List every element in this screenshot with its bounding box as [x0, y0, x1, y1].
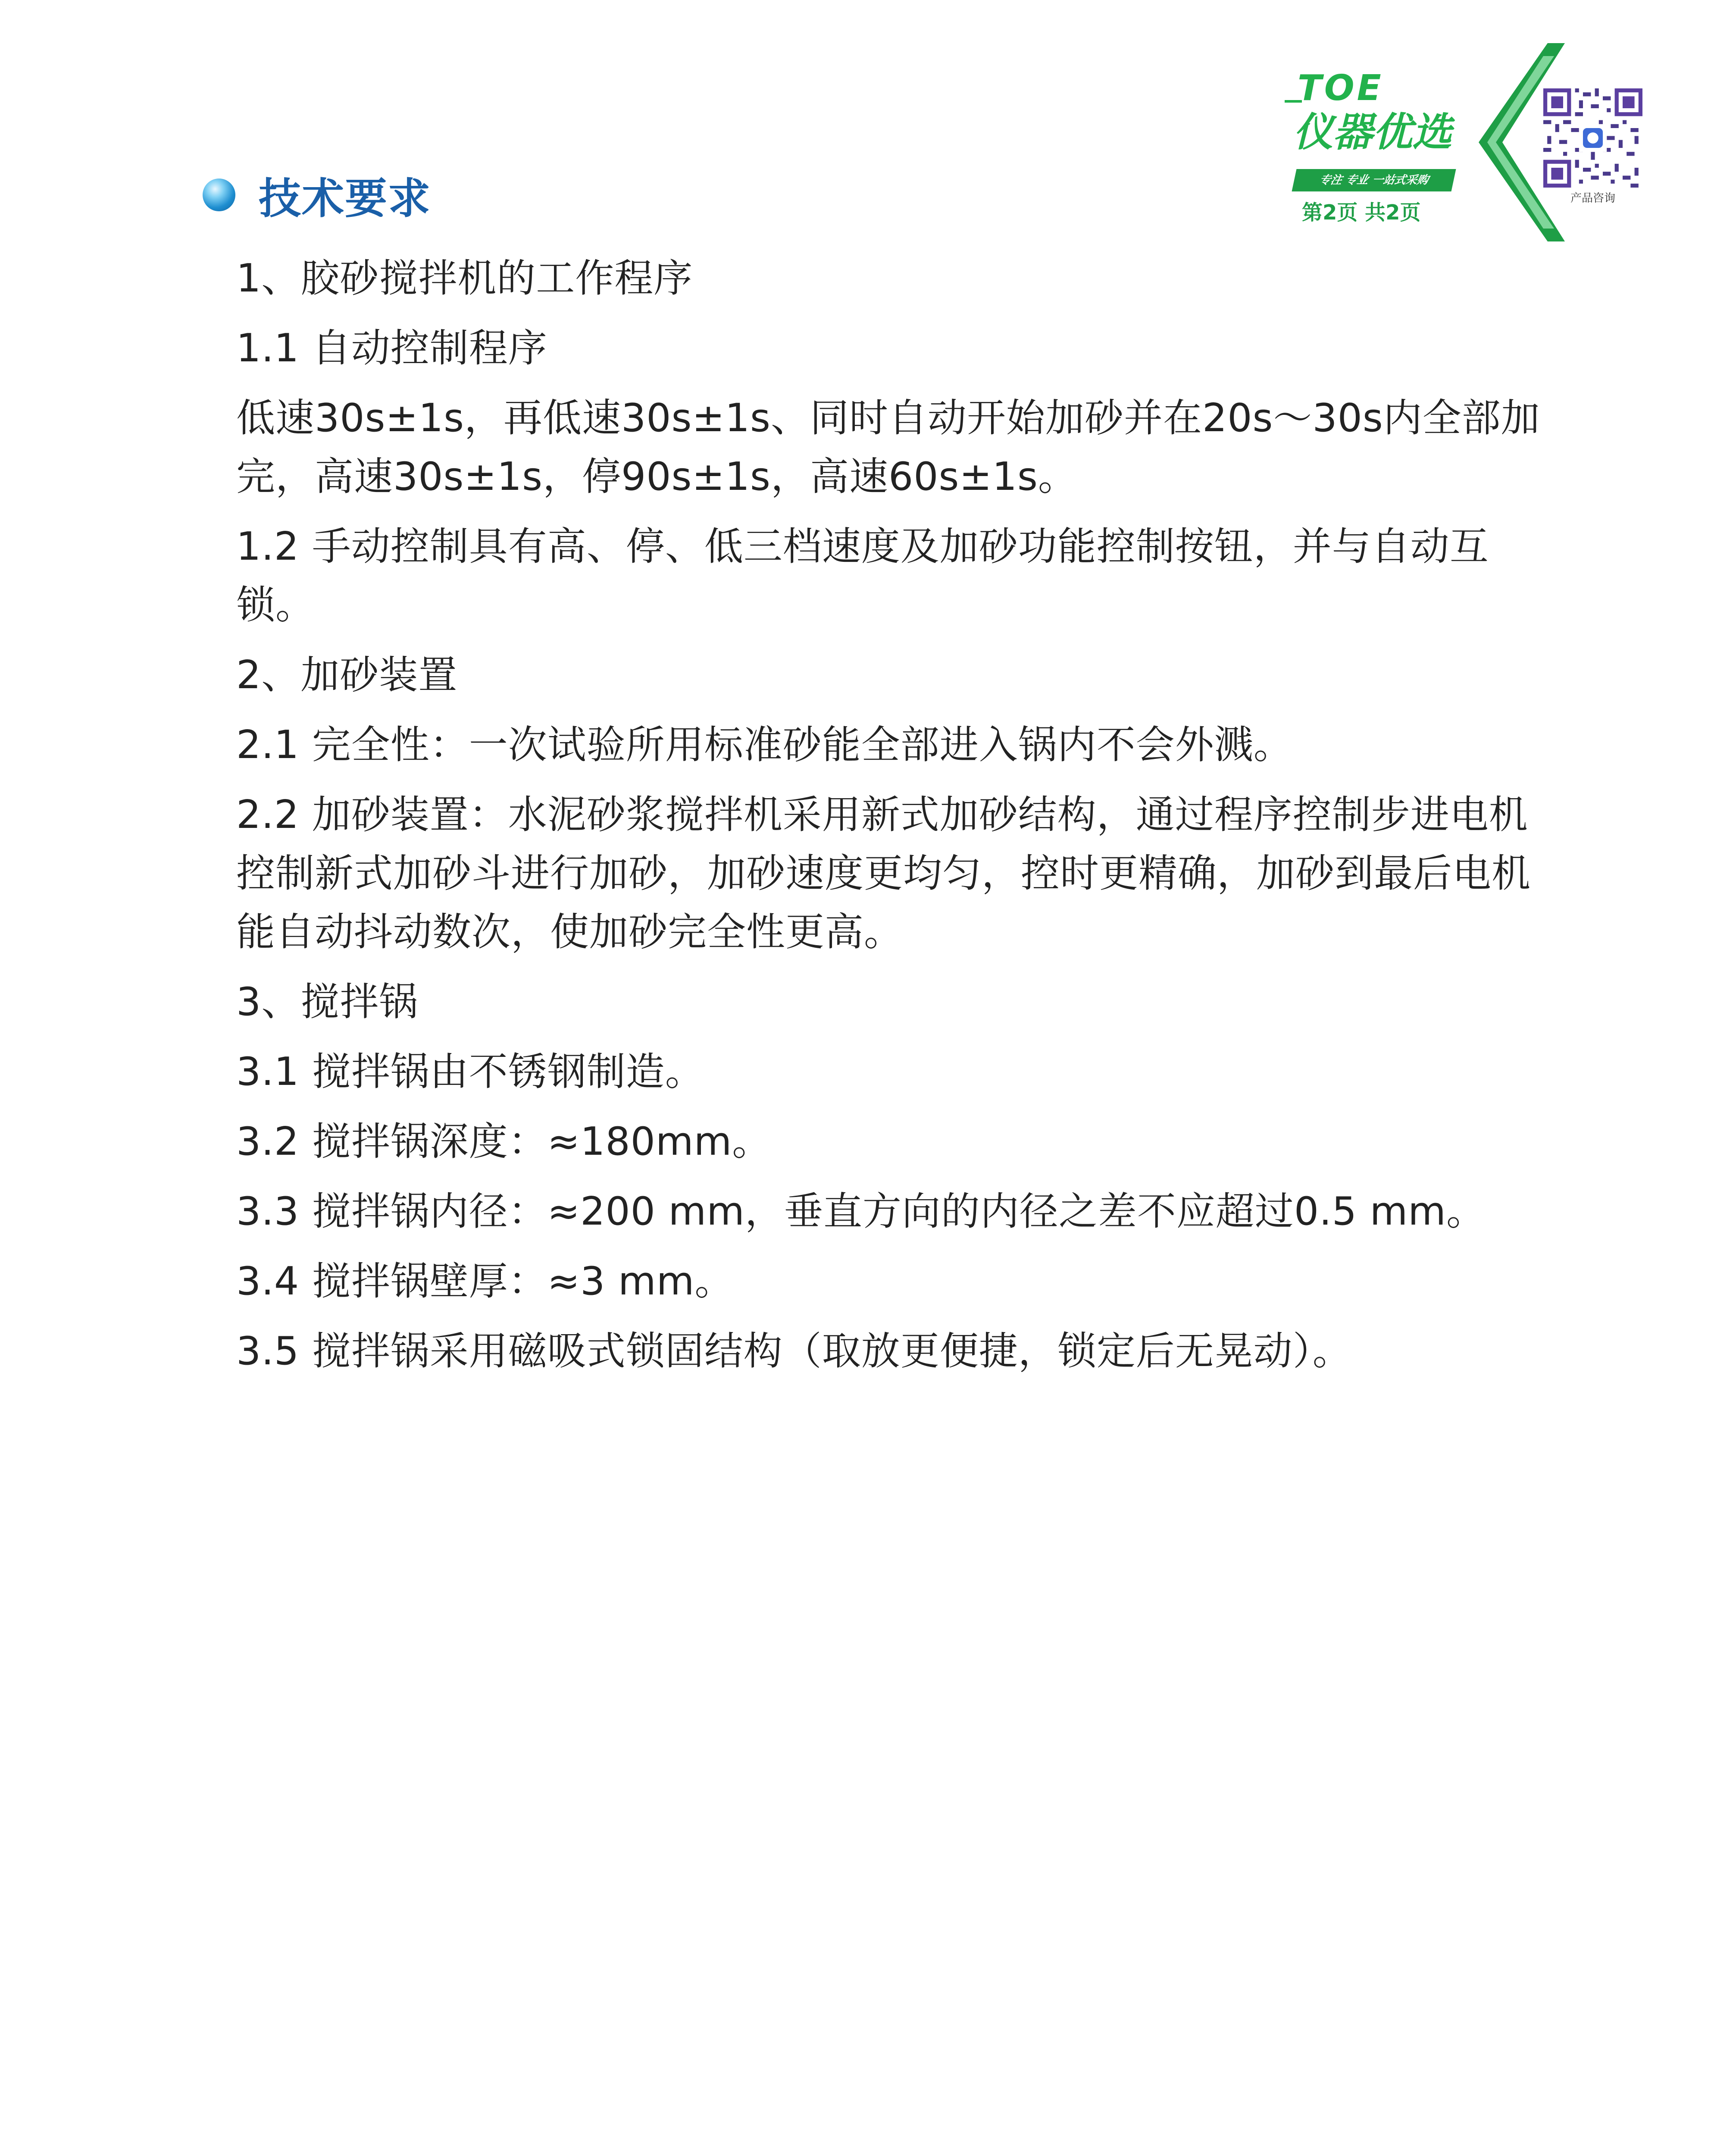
- paragraph: 3.5 搅拌锅采用磁吸式锁固结构（取放更便捷，锁定后无晃动）。: [236, 1329, 1352, 1374]
- paragraph: 1.1 自动控制程序: [236, 326, 547, 371]
- paragraph: 2.1 完全性：一次试验所用标准砂能全部进入锅内不会外溅。: [236, 722, 1293, 768]
- brand-logo: [1285, 69, 1466, 241]
- paragraph: 低速30s±1s，再低速30s±1s、同时自动开始加砂并在20s～30s内全部加完，高速30s±1s，停90s±1s，高速60s±1s。: [236, 395, 1540, 499]
- paragraph: 3.3 搅拌锅内径：≈200 mm，垂直方向的内径之差不应超过0.5 mm。: [236, 1189, 1486, 1234]
- qr-block: [1543, 88, 1647, 218]
- brand-slogan: 专注 专业 一站式采购: [1292, 169, 1456, 191]
- brand-tag: TOE: [1298, 68, 1384, 109]
- paragraph: 3.2 搅拌锅深度：≈180mm。: [236, 1119, 772, 1164]
- paragraph: 3.1 搅拌锅由不锈钢制造。: [236, 1049, 704, 1094]
- paragraph: 3.4 搅拌锅壁厚：≈3 mm。: [236, 1259, 734, 1304]
- paragraph: 1、胶砂搅拌机的工作程序: [236, 256, 693, 301]
- paragraph: 2、加砂装置: [236, 652, 458, 698]
- paragraph: 1.2 手动控制具有高、停、低三档速度及加砂功能控制按钮，并与自动互锁。: [236, 524, 1489, 628]
- qr-caption: 产品咨询: [1570, 192, 1615, 205]
- bullet-icon: [203, 179, 235, 211]
- paragraph: 3、搅拌锅: [236, 979, 419, 1025]
- qr-code-icon: [1543, 88, 1642, 188]
- document-body: [236, 249, 1551, 1392]
- section-heading: [203, 160, 431, 229]
- paragraph: 2.2 加砂装置：水泥砂浆搅拌机采用新式加砂结构，通过程序控制步进电机控制新式加砂斗进行加砂，加砂速度更均匀，控时更精确，加砂到最后电机能自动抖动数次，使加砂完全性更高。: [236, 792, 1531, 955]
- page-indicator: 第2页 共2页: [1302, 201, 1421, 225]
- section-title: 技术要求: [259, 174, 432, 223]
- brand-name: 仪器优选: [1293, 109, 1452, 155]
